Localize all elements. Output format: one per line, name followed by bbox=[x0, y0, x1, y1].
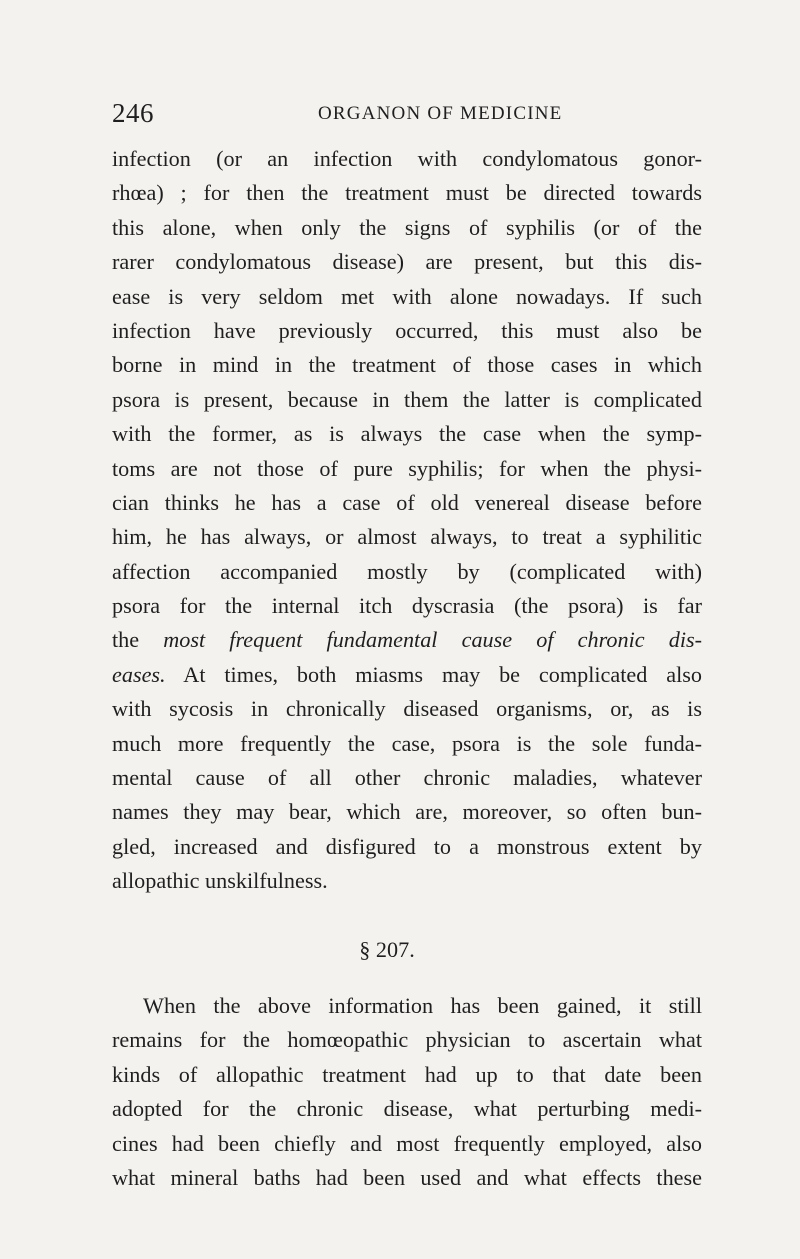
text-line: with the former, as is always the case when the symp- bbox=[112, 421, 702, 447]
text-line: mental cause of all other chronic maladies, whatever bbox=[112, 765, 702, 791]
text-line: with sycosis in chronically diseased organisms, or, as is bbox=[112, 696, 702, 722]
text-line: adopted for the chronic disease, what perturbing medi- bbox=[112, 1096, 702, 1122]
text-line: toms are not those of pure syphilis; for when the physi- bbox=[112, 455, 702, 481]
text-line: him, he has always, or almost always, to treat a syphilitic bbox=[112, 524, 702, 550]
text-line: rarer condylomatous disease) are present, but this dis- bbox=[112, 249, 702, 275]
text-line: kinds of allopathic treatment had up to that date been bbox=[112, 1061, 702, 1087]
paragraph-2 bbox=[112, 989, 702, 1195]
text-line: affection accompanied mostly by (complicated with) bbox=[112, 558, 702, 584]
page-number: 246 bbox=[112, 98, 154, 128]
text-line: psora is present, because in them the latter is complicated bbox=[112, 386, 702, 412]
italic-phrase: most frequent fundamental cause of chronic dis- bbox=[163, 627, 703, 653]
body-text bbox=[112, 142, 702, 1195]
text-line: names they may bear, which are, moreover, so often bun- bbox=[112, 799, 702, 825]
paragraph-1 bbox=[112, 142, 702, 899]
text-line: When the above information has been gained, it still bbox=[143, 992, 702, 1018]
running-title: ORGANON OF MEDICINE bbox=[318, 103, 563, 124]
text-line-with-italics bbox=[112, 658, 702, 692]
text-line: infection have previously occurred, this must also be bbox=[112, 317, 702, 343]
text-run: At times, both miasms may be complicated also bbox=[165, 661, 702, 687]
text-line: borne in mind in the treatment of those cases in which bbox=[112, 352, 702, 378]
italic-phrase: eases. bbox=[112, 661, 166, 687]
text-line-with-italics bbox=[112, 623, 702, 657]
text-line: rhœa) ; for then the treatment must be directed towards bbox=[112, 180, 702, 206]
running-head bbox=[112, 98, 712, 138]
section-heading: § 207. bbox=[359, 936, 415, 962]
text-line: cian thinks he has a case of old venereal disease before bbox=[112, 489, 702, 515]
text-line: much more frequently the case, psora is the sole funda- bbox=[112, 730, 702, 756]
text-line: this alone, when only the signs of syphilis (or of the bbox=[112, 214, 702, 240]
text-line: infection (or an infection with condylomatous gonor- bbox=[112, 146, 702, 171]
text-line: psora for the internal itch dyscrasia (the psora) is far bbox=[112, 593, 702, 619]
text-line: what mineral baths had been used and what effects these bbox=[112, 1164, 702, 1190]
text-line: gled, increased and disfigured to a monstrous extent by bbox=[112, 833, 702, 859]
text-line: remains for the homœopathic physician to ascertain what bbox=[112, 1027, 702, 1053]
text-line: cines had been chiefly and most frequently employed, also bbox=[112, 1130, 702, 1156]
text-line: allopathic unskilfulness. bbox=[112, 868, 328, 894]
text-run: the bbox=[112, 627, 164, 653]
text-line: ease is very seldom met with alone nowadays. If such bbox=[112, 283, 702, 309]
